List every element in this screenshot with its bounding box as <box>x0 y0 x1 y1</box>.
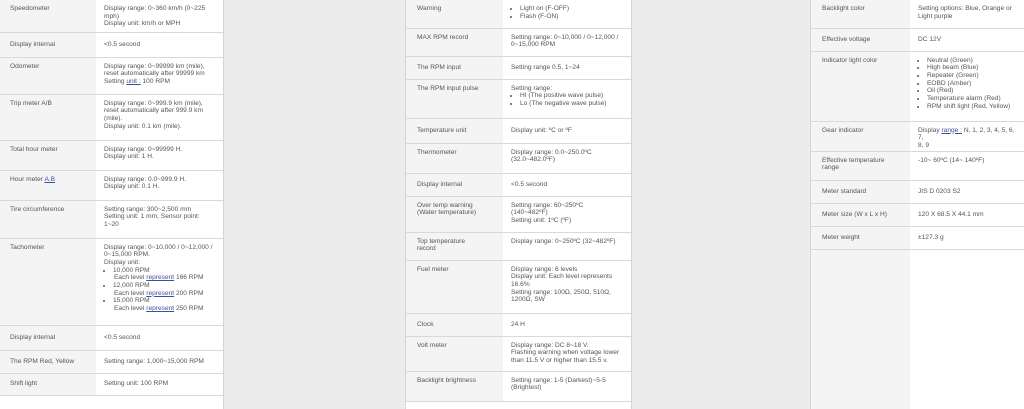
spec-value: <0.5 second <box>96 32 223 57</box>
spec-label: Hour meter A.B <box>0 170 96 200</box>
table-row <box>811 28 1024 51</box>
spec-label: The RPM Red, Yellow <box>0 350 96 373</box>
spec-label: Thermometer <box>406 143 503 173</box>
table-row <box>406 118 631 143</box>
table-row <box>406 79 631 118</box>
table-row <box>406 232 631 260</box>
spec-label: Display internal <box>406 173 503 196</box>
spec-table-panel-3 <box>810 0 1024 409</box>
represent-link[interactable]: represent <box>146 305 175 313</box>
spec-value: Display range : N, 1, 2, 3, 4, 5, 6, 7, 8, 9 <box>910 121 1024 151</box>
spec-label: Warning <box>406 0 503 28</box>
spec-value <box>910 51 1024 121</box>
spec-label: Over temp warning (Water temperature) <box>406 196 503 232</box>
spec-value: JIS D 0203 S2 <box>910 180 1024 203</box>
spec-value: Setting range: 1-5 (Darkest)~5-5 (Brightest) <box>503 371 631 401</box>
list-item: • EOBD (Amber) <box>927 80 1019 88</box>
spec-label: Effective voltage <box>811 28 910 51</box>
table-row <box>0 325 223 350</box>
spec-value: Setting range: 0~10,000 / 0~12,000 / 0~15,000 RPM <box>503 28 631 56</box>
spec-label: Top temperature record <box>406 232 503 260</box>
spec-value <box>503 0 631 28</box>
spec-label: Temperature unit <box>406 118 503 143</box>
table-row <box>0 238 223 325</box>
spec-label: Trip meter A/B <box>0 94 96 140</box>
table-row <box>811 51 1024 121</box>
table-row <box>0 32 223 57</box>
table-row <box>811 0 1024 28</box>
spec-value: Display range: 0.0~250.0ºC (32.0~482.0ºF) <box>503 143 631 173</box>
table-row <box>811 226 1024 249</box>
spec-label: Effective temperature range <box>811 151 910 180</box>
table-row <box>0 373 223 395</box>
spec-value: Display range: 0~250ºC (32~482ºF) <box>503 232 631 260</box>
represent-link[interactable]: represent <box>146 289 175 297</box>
spec-value: Display range: DC 8~18 V. Flashing warning when voltage lower than 11.5 V or higher than 15.5 v. <box>503 336 631 371</box>
table-row <box>406 143 631 173</box>
spec-value: 120 X 68.5 X 44.1 mm <box>910 203 1024 226</box>
ab-link[interactable]: A.B <box>44 175 56 183</box>
spec-label: Tachometer <box>0 238 96 325</box>
table-row <box>406 173 631 196</box>
spec-label: MAX RPM record <box>406 28 503 56</box>
list-item: • 15,000 RPM Each level represent 250 RPM <box>113 297 217 312</box>
spec-value: Setting options: Blue, Orange or Light purple <box>910 0 1024 28</box>
spec-value: Display range: 0~99999 H. Display unit: 1 H. <box>96 140 223 170</box>
spec-label: Odometer <box>0 57 96 94</box>
spec-value: Setting range: 60~250ºC (140~482ºF) Setting unit: 1ºC (ºF) <box>503 196 631 232</box>
spec-value: <0.5 second <box>503 173 631 196</box>
spec-table <box>406 0 631 402</box>
spec-value: 24 H <box>503 313 631 336</box>
spec-value: DC 12V <box>910 28 1024 51</box>
spec-label: Display internal <box>0 325 96 350</box>
spec-table <box>811 0 1024 409</box>
spec-label: The RPM input <box>406 56 503 79</box>
table-row <box>0 57 223 94</box>
spec-label: Meter weight <box>811 226 910 249</box>
spec-value: Setting range: • HI (The positive wave pulse) • Lo (The negative wave pulse) <box>503 79 631 118</box>
spec-label: Volt meter <box>406 336 503 371</box>
table-row <box>406 336 631 371</box>
table-row <box>406 371 631 401</box>
table-row <box>0 200 223 238</box>
list-item: • 10,000 RPM Each level represent 166 RPM <box>113 267 217 282</box>
table-row <box>406 56 631 79</box>
spec-table-panel-2 <box>405 0 632 409</box>
table-row <box>406 196 631 232</box>
spec-value: Display range: 0~999.9 km (mile), reset automatically after 999.9 km (mile). Display unit: 0.1 km (mile). <box>96 94 223 140</box>
spec-value: -10~ 60ºC (14~ 140ºF) <box>910 151 1024 180</box>
table-row <box>811 203 1024 226</box>
spec-label: Shift light <box>0 373 96 395</box>
spec-value: Display unit: ºC or ºF <box>503 118 631 143</box>
list-item: • 12,000 RPM Each level represent 200 RPM <box>113 282 217 297</box>
spec-value: Setting unit: 100 RPM <box>96 373 223 395</box>
list-item: • Repeater (Green) <box>927 72 1019 80</box>
list-item: • High beam (Blue) <box>927 64 1019 72</box>
table-row <box>0 170 223 200</box>
spec-label: Backlight brightness <box>406 371 503 401</box>
spec-label: Indicator light color <box>811 51 910 121</box>
spec-table-panel-1 <box>0 0 224 409</box>
spec-label: Speedometer <box>0 0 96 32</box>
table-row <box>811 151 1024 180</box>
spec-value: ±127.3 g <box>910 226 1024 249</box>
spec-value: Display range: 0.0~999.9 H. Display unit: 0.1 H. <box>96 170 223 200</box>
table-row <box>811 121 1024 151</box>
spec-value: Setting range: 1,000~15,000 RPM <box>96 350 223 373</box>
table-row <box>0 0 223 32</box>
spec-value: <0.5 second <box>96 325 223 350</box>
unit-link[interactable]: unit : <box>126 77 141 85</box>
spec-label: Total hour meter <box>0 140 96 170</box>
spec-value: Display range: 0~360 km/h (0~225 mph) Display unit: km/h or MPH <box>96 0 223 32</box>
spec-label: Gear indicator <box>811 121 910 151</box>
spec-label: Backlight color <box>811 0 910 28</box>
spec-value: Display range: 0~10,000 / 0~12,000 / 0~15,000 RPM. Display unit: • 10,000 RPM Each level represent 166 RPM • 12,000 RPM Each level represent 200 RPM • 15,000 RPM Each level represent 250 RPM <box>96 238 223 325</box>
table-row <box>811 180 1024 203</box>
spec-label: Fuel meter <box>406 260 503 313</box>
table-row <box>0 94 223 140</box>
list-item: • Neutral (Green) <box>927 57 1019 65</box>
spec-table <box>0 0 223 396</box>
spec-label: The RPM input pulse <box>406 79 503 118</box>
spec-label: Clock <box>406 313 503 336</box>
spec-label: Meter standard <box>811 180 910 203</box>
table-row <box>406 313 631 336</box>
spec-value: Display range: 0~99999 km (mile), reset automatically after 99999 km Setting unit : 100 RPM <box>96 57 223 94</box>
spec-label: Display internal <box>0 32 96 57</box>
table-row <box>0 350 223 373</box>
table-row <box>406 28 631 56</box>
table-row <box>0 140 223 170</box>
list-item: • Oil (Red) <box>927 87 1019 95</box>
range-link[interactable]: range : <box>941 126 962 134</box>
spec-value: Display range: 6 levels Display unit: Each level represents 16.6% Setting range: 100Ω, 250Ω, 510Ω, 1200Ω, SW <box>503 260 631 313</box>
list-item: • RPM shift light (Red, Yellow) <box>927 103 1019 111</box>
spec-value: Setting range: 300~2,500 mm Setting unit: 1 mm, Sensor point: 1~20 <box>96 200 223 238</box>
table-row <box>406 0 631 28</box>
table-row <box>406 260 631 313</box>
represent-link[interactable]: represent <box>146 274 175 282</box>
spec-label: Meter size (W x L x H) <box>811 203 910 226</box>
spec-value: Setting range 0.5, 1~24 <box>503 56 631 79</box>
list-item: • Light on (F-OFF) <box>520 5 625 13</box>
spec-label: Tire circumference <box>0 200 96 238</box>
list-item: • Lo (The negative wave pulse) <box>520 100 625 108</box>
list-item: • Flash (F-ON) <box>520 13 625 21</box>
list-item: • Temperature alarm (Red) <box>927 95 1019 103</box>
list-item: • HI (The positive wave pulse) <box>520 92 625 100</box>
